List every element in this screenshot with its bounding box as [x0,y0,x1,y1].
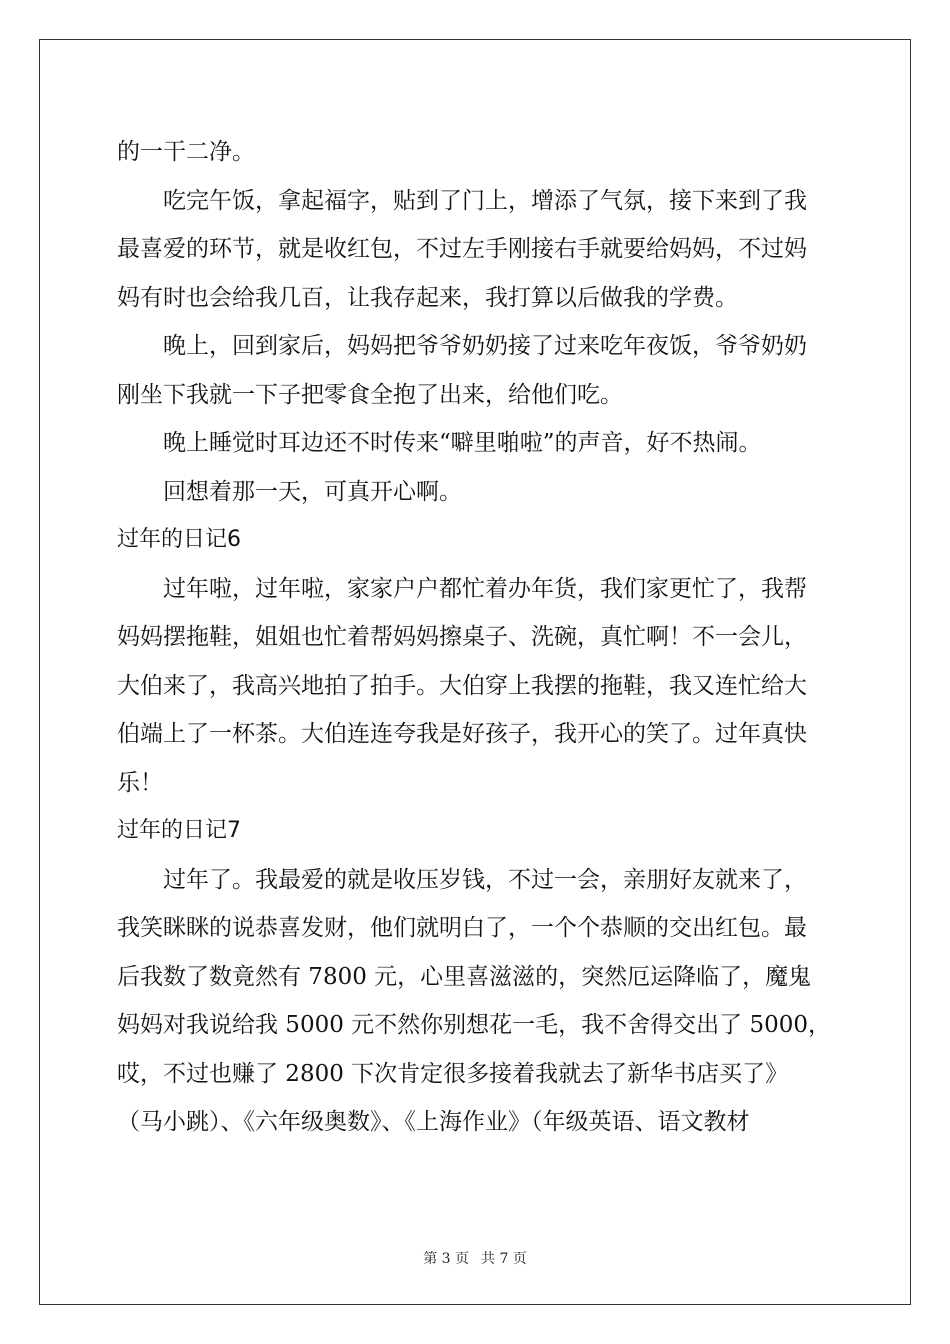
text-line-3: 最喜爱的环节，就是收红包，不过左手刚接右手就要给妈妈，不过妈 [117,236,807,262]
text-line-10: 过年啦，过年啦，家家户户都忙着办年货，我们家更忙了，我帮 [163,575,807,602]
text-line-20: 哎，不过也赚了 2800 下次肯定很多接着我就去了新华书店买了》 [117,1060,789,1087]
document-body [117,128,833,1147]
section-heading-6: 过年的日记6 [117,527,241,552]
text-line-19: 妈妈对我说给我 5000 元不然你别想花一毛，我不舍得交出了 5000， [117,1012,831,1038]
text-line-18: 后我数了数竟然有 7800 元，心里喜滋滋的，突然厄运降临了，魔鬼 [117,963,812,990]
text-line-11: 妈妈摆拖鞋，姐姐也忙着帮妈妈擦桌子、洗碗，真忙啊！不一会儿， [117,624,807,650]
text-line-1: 的一干二净。 [117,139,255,165]
page-total: 共 7 页 [481,1251,527,1267]
text-line-17: 我笑眯眯的说恭喜发财，他们就明白了，一个个恭顺的交出红包。最 [117,915,807,941]
text-line-21: （马小跳）、《六年级奥数》、《上海作业》（年级英语、语文教材 [117,1109,750,1135]
text-line-6: 刚坐下我就一下子把零食全抱了出来，给他们吃。 [117,381,623,408]
text-line-4: 妈有时也会给我几百，让我存起来，我打算以后做我的学费。 [117,284,738,311]
text-line-14: 乐！ [117,769,163,796]
text-line-16: 过年了。我最爱的就是收压岁钱，不过一会，亲朋好友就来了， [163,866,807,893]
section-heading-7: 过年的日记7 [117,818,241,843]
text-line-7: 晚上睡觉时耳边还不时传来“噼里啪啦”的声音，好不热闹。 [163,430,762,456]
text-line-13: 伯端上了一杯茶。大伯连连夸我是好孩子，我开心的笑了。过年真快 [117,721,807,747]
text-line-5: 晚上，回到家后，妈妈把爷爷奶奶接了过来吃年夜饭，爷爷奶奶 [163,333,807,359]
page-footer [0,1248,950,1268]
text-line-8: 回想着那一天，可真开心啊。 [163,478,462,505]
text-line-2: 吃完午饭，拿起福字，贴到了门上，增添了气氛，接下来到了我 [163,187,807,214]
page-number: 第 3 页 [423,1251,469,1267]
text-line-12: 大伯来了，我高兴地拍了拍手。大伯穿上我摆的拖鞋，我又连忙给大 [117,672,807,699]
